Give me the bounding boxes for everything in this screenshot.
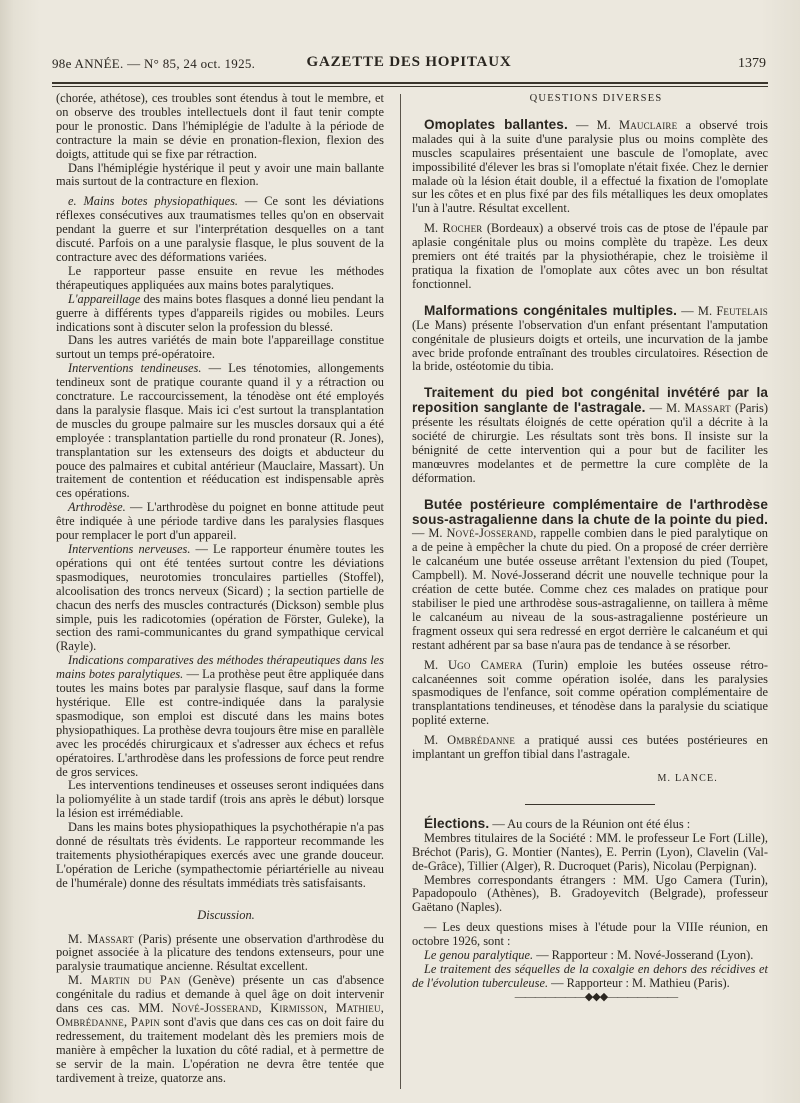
paragraph: Indications comparatives des méthodes thérapeutiques dans les mains botes paralytiques. — La prothèse peut être appliquée dans toutes les mains botes par paralysie flasque, sauf dans la forme hystérique. Elle est contre-indiquée dans la paralysie spasmodique, son emploi est discuté dans les mains botes physiopathiques. La prothèse devra toujours être mise en parallèle avec les procédés chirurgicaux et s'adresser aux échecs et refus opératoires. L'arthrodèse dans les professions de force peut rendre de gros services. [56,653,384,779]
paragraph: Dans l'hémiplégie hystérique il peut y avoir une main ballante mais surtout de la contracture en flexion. [56,160,384,189]
paragraph: Interventions nerveuses. — Le rapporteur énumère toutes les opérations qui ont été tentées surtout contre les déviations spasmodiques, neurotomies tronculaires partielles (Stoffel), alcoolisation des troncs nerveux (Sicard) ; la section partielle de chacun des nerfs des muscles contracturés (Dickson) semble plus simple, puis les radicotomies (opération de Förster, Guleke), la section des rami-communicantes du grand sympathique cervical (Rayle). [56,542,384,654]
header-rule-thin [52,86,768,87]
end-ornament: ———————◆◆◆——————— [514,990,678,1003]
paragraph: Omoplates ballantes. — M. Mauclaire a observé trois malades qui à la suite d'une paralysie plus ou moins complète des muscles scapulaires présentaient une bascule de l'omoplate, avec impossibilité d'élever les bras si l'omoplate n'était fixée. Chez le dernier malade où la lésion était double, il a effectué la fixation de l'omoplate sur les côtes et en plus fixé par des fils métalliques les deux omoplates l'un à l'autre. Résultat excellent. [412,116,768,216]
paragraph: Butée postérieure complémentaire de l'arthrodèse sous-astragalienne dans la chute de la pointe du pied. — M. Nové-Josserand, rappelle combien dans le pied paralytique on a de peine à empêcher la chute du pied. On a proposé de créer derrière le calcanéum une butée osseuse arrêtant l'extension du pied (Toupet, Campbell). M. Nové-Josserand décrit une nouvelle technique pour la création de cette butée. Comme chez ces malades on pratique pour stabiliser le pied une arthrodèse sous-astragalienne, on taillera à même le calcanéum au niveau de la sous-astragalienne postérieure un fragment osseux qui sera redressé en ergot derrière le calcanéum et qui restant adhérent par sa base n'aura pas de tendance à se résorber. [412,496,768,652]
paragraph: M. Massart (Paris) présente une observation d'arthrodèse du poignet associée à la plicature des tendons extenseurs, pour une paralysie traumatique ancienne. Résultat excellent. [56,931,384,974]
paragraph: M. Rocher (Bordeaux) a observé trois cas de ptose de l'épaule par aplasie congénitale plus ou moins complète du trapèze. Les deux premiers ont été traités par la physiothérapie, chez le troisième il pratiqua la fixation de l'omoplate aux côtes avec un bon résultat fonctionnel. [412,221,768,291]
paragraph: Le rapporteur passe ensuite en revue les méthodes thérapeutiques appliquées aux mains botes paralytiques. [56,263,384,292]
paragraph: L'appareillage des mains botes flasques a donné lieu pendant la guerre à différents types d'appareils rigides ou mobiles. Leurs indications sont à discuter selon la profession du blessé. [56,291,384,334]
paragraph: Traitement du pied bot congénital invétéré par la reposition sanglante de l'astragale. — M. Massart (Paris) présente les résultats éloignés de cette opération qu'il a décrite à la société de chirurgie. Les résultats sont très bons. Il insiste sur la bénignité de cette intervention qui a pour but de faciliter les manœuvres modelantes et de permettre la cure complète de la déformation. [412,385,768,485]
right-column [412,92,768,1005]
page-header [52,52,766,78]
paragraph: M. Ombrédanne a pratiqué aussi ces butées postérieures en implantant un greffon tibial dans l'astragale. [412,733,768,762]
header-rule [52,82,768,84]
paragraph: e. Mains botes physiopathiques. — Ce sont les déviations réflexes consécutives aux traumatismes telles qu'on en observait pendant la guerre et sur l'interprétation desquelles on a tant discuté. Parfois on a une paralysie flasque, le plus souvent de la contracture avec des déformations variées. [56,194,384,264]
author-signature: M. LANCE. [657,772,718,784]
section-title: QUESTIONS DIVERSES [529,93,663,104]
paragraph: (chorée, athétose), ces troubles sont étendus à tout le membre, et on observe des troubles intellectuels dont il faut tenir compte pour le pronostic. Dans l'hémiplégie de l'adulte à la période de contracture la main se dévie en pronation-flexion, flexion des doigts, attitude qui se fixe par rétraction. [56,91,384,161]
paragraph: Dans les mains botes physiopathiques la psychothérapie n'a pas donné de résultats très évidents. Le rapporteur recommande les traitements physiothérapiques exercés avec une grande douceur. L'opération de Leriche (sympathectomie périartérielle au niveau de l'humérale) donne des résultats immédiats très satisfaisants. [56,820,384,890]
column-divider [400,94,401,1089]
paragraph: Arthrodèse. — L'arthrodèse du poignet en bonne attitude peut être indiquée à une période tardive dans les paralysies flasques pour remplacer le port d'un appareil. [56,500,384,543]
paragraph: Le genou paralytique. — Rapporteur : M. Nové-Josserand (Lyon). [424,948,754,963]
newspaper-title: GAZETTE DES HOPITAUX [306,54,512,70]
paragraph: Les interventions tendineuses et osseuses seront indiquées dans la poliomyélite à un stade tardif (trois ans après le début) lorsque la lésion est irrémédiable. [56,778,384,821]
paragraph: Dans les autres variétés de main bote l'appareillage constitue surtout un temps pré-opératoire. [56,333,384,362]
paragraph: M. Martin du Pan (Genève) présente un cas d'absence congénitale du radius et demande à quel âge on doit intervenir dans ces cas. MM. Nové-Josserand, Kirmisson, Mathieu, Ombrédanne, Papin sont d'avis que dans ces cas on doit faire du redressement, du traitement modelant dès les premiers mois de manière à empêcher la luxation du côté radial, et à permettre de se servir de la main. L'opération ne devra être tentée que tardivement à treize, quatorze ans. [56,973,385,1085]
left-column [56,92,384,1086]
paragraph: Membres titulaires de la Société : MM. le professeur Le Fort (Lille), Bréchot (Paris), G. Montier (Nantes), E. Perrin (Lyon), Clavelin (Val-de-Grâce), Tillier (Alger), R. Ducroquet (Paris), Nicolau (Perpignan). [412,830,768,873]
paragraph: — Les deux questions mises à l'étude pour la VIIIe réunion, en octobre 1926, sont : [412,920,768,949]
issue-info: 98e ANNÉE. — N° 85, 24 oct. 1925. [52,56,256,71]
paragraph: M. Ugo Camera (Turin) emploie les butées osseuse rétro-calcanéennes soit comme opération isolée, dans les paralysies spasmodiques de l'enfance, soit comme opération complémentaire de transplantations tendineuses, et ténodèse dans la paralysie du sciatique poplité externe. [412,657,769,728]
paragraph: Interventions tendineuses. — Les ténotomies, allongements tendineux sont de pratique courante quand il y a rétraction ou conctrature. Le raccourcissement, la ténodèse ont été employés dans la paralysie flasque. Mais ici c'est surtout la transplantation de muscles du groupe palmaire sur les muscles dorsaux qui a été employée : transplantation partielle du rond pronateur (R. Jones), transplantation sur les extenseurs des doigts et abducteur du pouce des palmaires et cubital antérieur (Mauclaire, Massart). Un traitement de contention et rééducation est indispensable après ces opérations. [56,361,384,501]
discussion-heading: Discussion. [197,907,255,922]
paragraph: Membres correspondants étrangers : MM. Ugo Camera (Turin), Papadopoulo (Athènes), B. Gradoyevitch (Belgrade), professeur Gaëtano (Naples). [412,872,768,915]
paragraph: Malformations congénitales multiples. — M. Feutelais (Le Mans) présente l'observation d'un enfant présentant l'amputation congénitale de plusieurs doigts et orteils, une incurvation de la jambe avec bride profonde entraînant des troubles circulatoires. Résection de la bride, ostéotomie du tibia. [412,302,768,374]
section-separator [525,804,655,805]
page-number: 1379 [738,56,766,71]
paragraph: Le traitement des séquelles de la coxalgie en dehors des récidives et de l'évolution tuberculeuse. — Rapporteur : M. Mathieu (Paris). [412,961,768,990]
paragraph: Élections. — Au cours de la Réunion ont été élus : [424,815,691,831]
